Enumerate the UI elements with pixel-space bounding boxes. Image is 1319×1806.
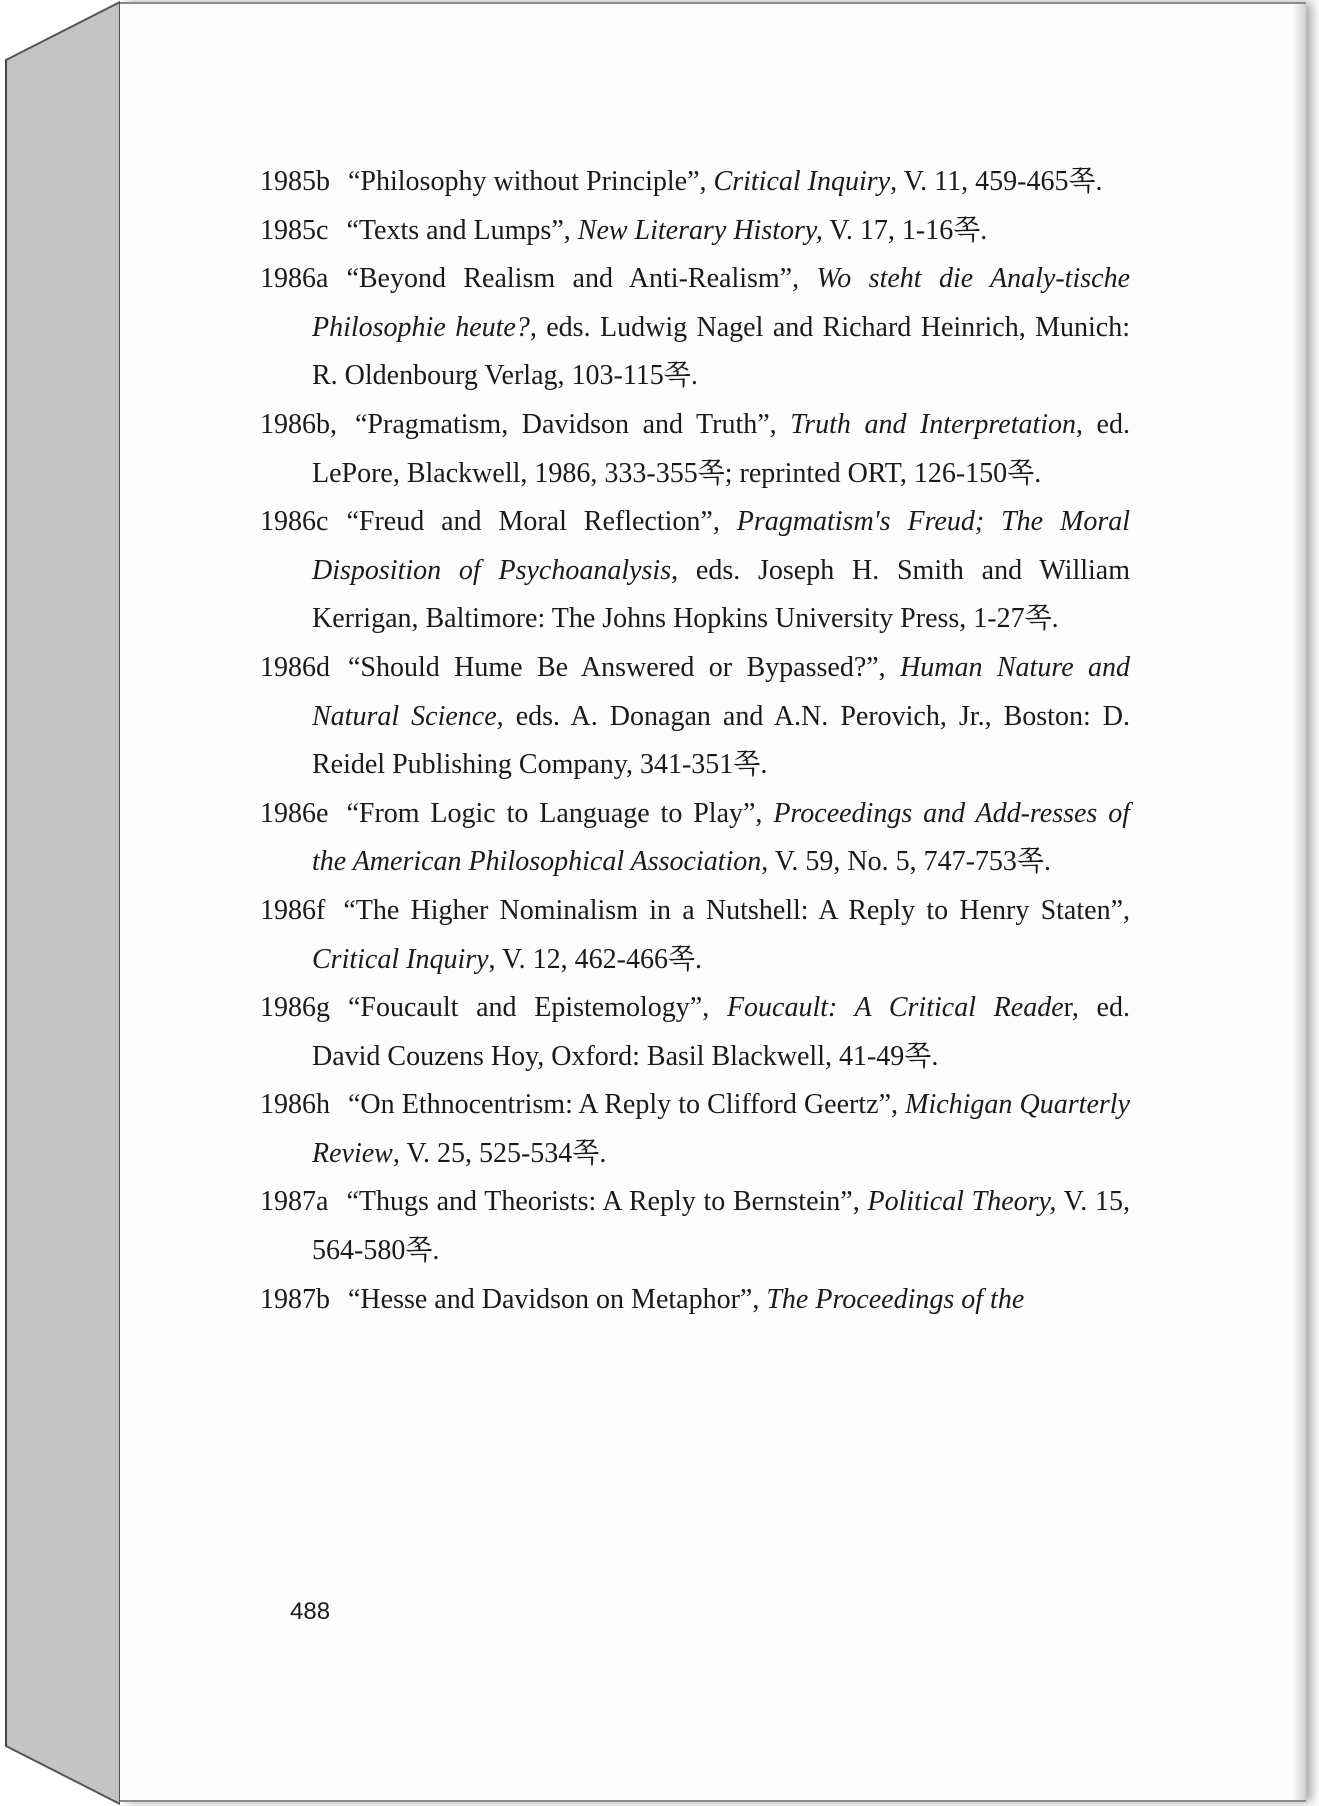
reference-source-title: Wo steht die Analy-tische Philosophie heute? bbox=[312, 263, 1130, 343]
reference-year: 1986h bbox=[260, 1089, 330, 1121]
reference-entry bbox=[260, 207, 1130, 256]
reference-year: 1985c bbox=[260, 214, 329, 246]
reference-source-title: New Literary History, bbox=[577, 214, 823, 246]
reference-entry bbox=[260, 498, 1130, 644]
reference-year: 1986g bbox=[260, 992, 330, 1024]
reference-details: V. 15, 564-580쪽. bbox=[312, 1186, 1130, 1267]
reference-entry bbox=[260, 984, 1130, 1081]
reference-year: 1986a bbox=[260, 263, 329, 295]
reference-article: “Philosophy without Principle”, bbox=[348, 166, 714, 197]
reference-source-title: Critical Inquiry bbox=[713, 166, 891, 197]
reference-entry bbox=[260, 1276, 1130, 1325]
reference-details: , eds. Joseph H. Smith and William Kerrigan, Baltimore: The Johns Hopkins University Press, 1-27쪽. bbox=[312, 554, 1131, 635]
reference-source-title: The Proceedings of the bbox=[766, 1283, 1025, 1315]
reference-details: , eds. A. Donagan and A.N. Perovich, Jr., Boston: D. Reidel Publishing Company, 341-351쪽. bbox=[312, 700, 1130, 781]
reference-source-title: Foucault: A Critical Reade bbox=[726, 992, 1064, 1024]
reference-details: , V. 11, 459-465쪽. bbox=[890, 166, 1103, 197]
reference-entry bbox=[260, 158, 1130, 207]
reference-article: “From Logic to Language to Play”, bbox=[346, 797, 774, 829]
reference-source-title: Proceedings and Add-resses of the American Philosophical Association, bbox=[312, 797, 1130, 878]
reference-details: V. 17, 1-16쪽. bbox=[822, 214, 988, 246]
reference-article: “Thugs and Theorists: A Reply to Bernstein”, bbox=[346, 1186, 868, 1218]
reference-entry bbox=[260, 887, 1130, 984]
reference-source-title: Michigan Quarterly Review bbox=[312, 1089, 1130, 1169]
reference-list bbox=[260, 158, 1130, 1324]
reference-entry bbox=[260, 1178, 1130, 1275]
reference-article: “Texts and Lumps”, bbox=[346, 214, 578, 246]
reference-year: 1986b, bbox=[260, 408, 337, 440]
reference-source-title: Human Nature and Natural Science bbox=[312, 651, 1130, 732]
reference-details: , V. 12, 462-466쪽. bbox=[488, 943, 703, 975]
reference-year: 1986d bbox=[260, 651, 330, 683]
reference-year: 1986e bbox=[260, 797, 329, 829]
reference-year: 1985b bbox=[260, 166, 330, 197]
book-spine-side bbox=[0, 0, 120, 1806]
reference-source-title: Political Theory, bbox=[867, 1186, 1057, 1218]
reference-details: , ed. LePore, Blackwell, 1986, 333-355쪽; reprinted ORT, 126-150쪽. bbox=[312, 408, 1130, 489]
page-number: 488 bbox=[290, 1598, 331, 1625]
reference-year: 1987a bbox=[260, 1186, 329, 1218]
reference-article: “On Ethnocentrism: A Reply to Clifford Geertz”, bbox=[348, 1089, 906, 1121]
reference-article: “Foucault and Epistemology”, bbox=[348, 992, 727, 1024]
reference-details: r, ed. David Couzens Hoy, Oxford: Basil Blackwell, 41-49쪽. bbox=[312, 992, 1130, 1072]
reference-article: “Pragmatism, Davidson and Truth”, bbox=[355, 408, 791, 440]
reference-article: “Hesse and Davidson on Metaphor”, bbox=[348, 1283, 767, 1315]
reference-entry bbox=[260, 790, 1130, 887]
reference-year: 1987b bbox=[260, 1283, 330, 1315]
reference-source-title: Truth and Interpretation bbox=[790, 408, 1077, 440]
reference-details: , eds. Ludwig Nagel and Richard Heinrich, Munich: R. Oldenbourg Verlag, 103-115쪽. bbox=[312, 311, 1130, 392]
reference-source-title: Pragmatism's Freud; The Moral Disposition of Psychoanalysis bbox=[312, 506, 1131, 586]
reference-source-title: Critical Inquiry bbox=[312, 943, 489, 975]
reference-entry bbox=[260, 644, 1130, 790]
reference-entry bbox=[260, 1081, 1130, 1178]
page-edge-shadow bbox=[1292, 4, 1306, 1800]
book-page bbox=[120, 2, 1306, 1802]
reference-entry bbox=[260, 401, 1130, 498]
reference-year: 1986f bbox=[260, 894, 326, 926]
reference-article: “Beyond Realism and Anti-Realism”, bbox=[346, 263, 817, 295]
reference-details: , V. 25, 525-534쪽. bbox=[392, 1137, 607, 1169]
reference-details: V. 59, No. 5, 747-753쪽. bbox=[768, 846, 1051, 878]
reference-article: “Freud and Moral Reflection”, bbox=[346, 506, 737, 538]
reference-year: 1986c bbox=[260, 506, 329, 538]
reference-article: “Should Hume Be Answered or Bypassed?”, bbox=[348, 651, 901, 683]
reference-article: “The Higher Nominalism in a Nutshell: A Reply to Henry Staten”, bbox=[343, 894, 1130, 926]
reference-entry bbox=[260, 255, 1130, 401]
